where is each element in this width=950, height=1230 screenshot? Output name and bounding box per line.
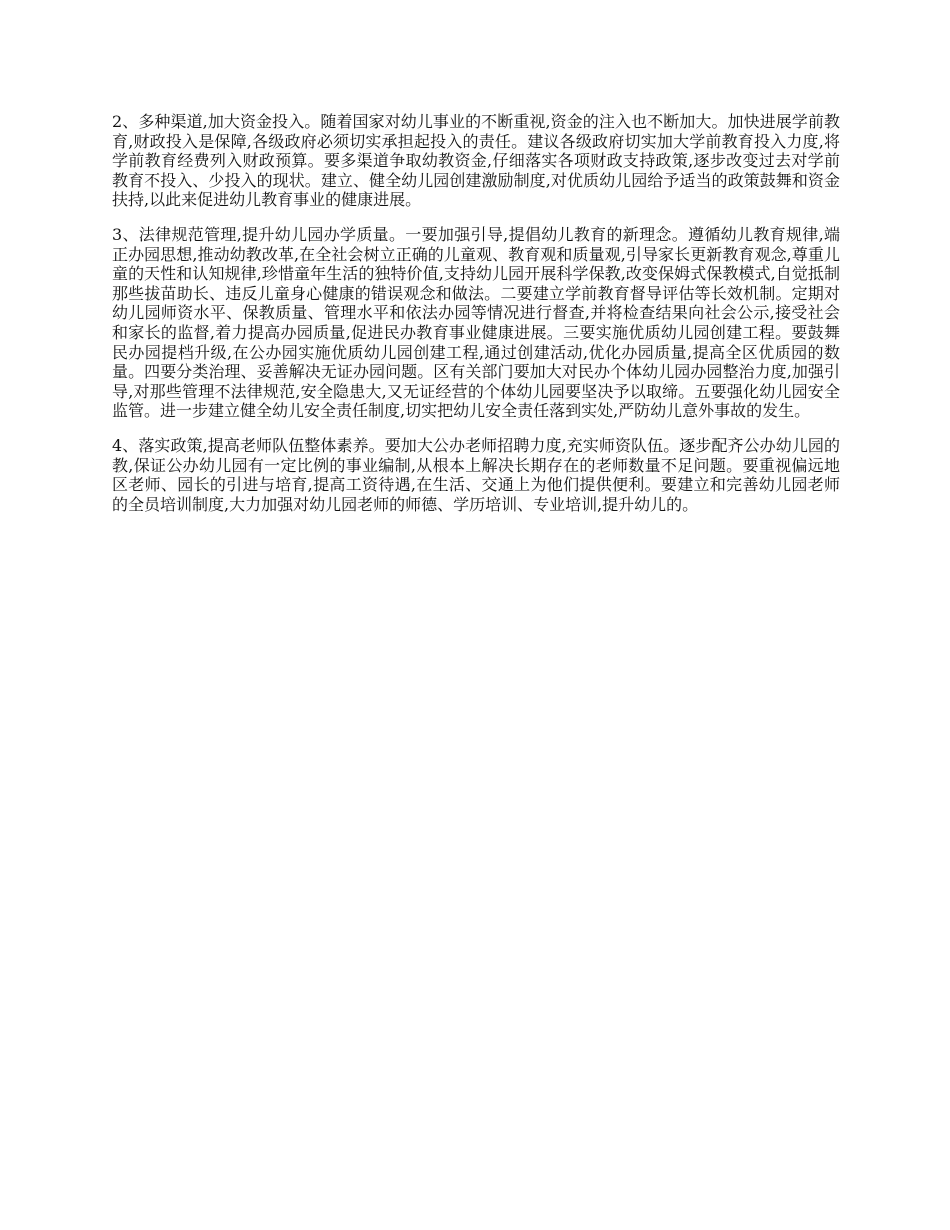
document-body bbox=[112, 112, 840, 529]
paragraph-regulation: 3、法律规范管理,提升幼儿园办学质量。一要加强引导,提倡幼儿教育的新理念。遵循幼儿教育规律,端正办园思想,推动幼教改革,在全社会树立正确的儿童观、教育观和质量观,引导家长更新教育观念,尊重儿童的天性和认知规律,珍惜童年生活的独特价值,支持幼儿园开展科学保教,改变保姆式保教模式,自觉抵制那些拔苗助长、违反儿童身心健康的错误观念和做法。二要建立学前教育督导评估等长效机制。定期对幼儿园师资水平、保教质量、管理水平和依法办园等情况进行督查,并将检查结果向社会公示,接受社会和家长的监督,着力提高办园质量,促进民办教育事业健康进展。三要实施优质幼儿园创建工程。要鼓舞民办园提档升级,在公办园实施优质幼儿园创建工程,通过创建活动,优化办园质量,提高全区优质园的数量。四要分类治理、妥善解决无证办园问题。区有关部门要加大对民办个体幼儿园办园整治力度,加强引导,对那些管理不法律规范,安全隐患大,又无证经营的个体幼儿园要坚决予以取缔。五要强化幼儿园安全监管。进一步建立健全幼儿安全责任制度,切实把幼儿安全责任落到实处,严防幼儿意外事故的发生。 bbox=[112, 224, 840, 421]
paragraph-funding: 2、多种渠道,加大资金投入。随着国家对幼儿事业的不断重视,资金的注入也不断加大。加快进展学前教育,财政投入是保障,各级政府必须切实承担起投入的责任。建议各级政府切实加大学前教育投入力度,将学前教育经费列入财政预算。要多渠道争取幼教资金,仔细落实各项财政支持政策,逐步改变过去对学前教育不投入、少投入的现状。建立、健全幼儿园创建激励制度,对优质幼儿园给予适当的政策鼓舞和资金扶持,以此来促进幼儿教育事业的健康进展。 bbox=[112, 112, 840, 210]
paragraph-teachers: 4、落实政策,提高老师队伍整体素养。要加大公办老师招聘力度,充实师资队伍。逐步配齐公办幼儿园的教,保证公办幼儿园有一定比例的事业编制,从根本上解决长期存在的老师数量不足问题。要重视偏远地区老师、园长的引进与培育,提高工资待遇,在生活、交通上为他们提供便利。要建立和完善幼儿园老师的全员培训制度,大力加强对幼儿园老师的师德、学历培训、专业培训,提升幼儿的。 bbox=[112, 435, 840, 514]
